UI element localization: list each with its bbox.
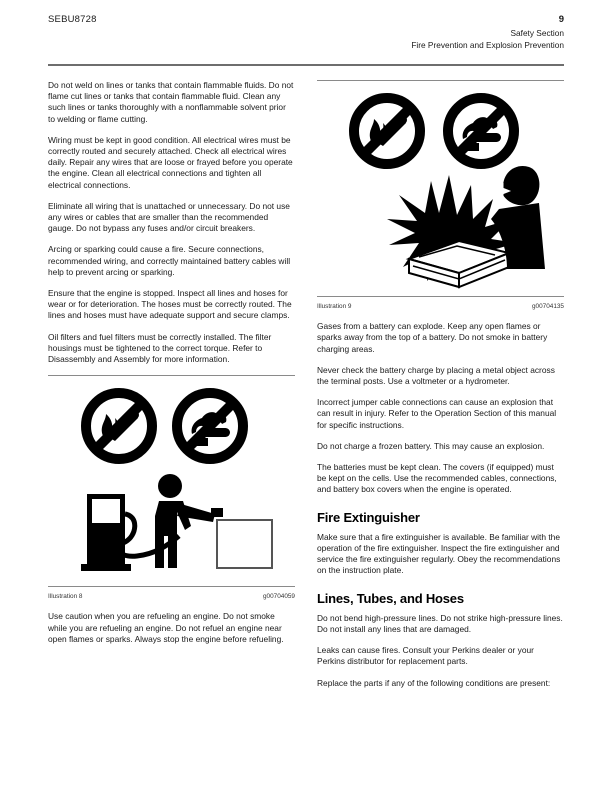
illustration-8-block [48,375,295,602]
page-header [48,14,564,51]
battery-explosion-diagram [331,91,551,296]
paragraph: Oil filters and fuel filters must be correctly installed. The filter housings must be tightened to the correct torque. Refer to Disassembly and Assembly for more information. [48,331,272,365]
figure-code: g00704135 [532,303,564,310]
paragraph: Use caution when you are refueling an engine. Do not smoke while you are refueling an engine. Do not refuel an engine near open flames or sparks. Always stop the engine before refueling. [48,611,284,644]
paragraph: Leaks can cause fires. Consult your Perkins dealer or your Perkins distributor for replacement parts. [317,645,534,667]
paragraph: Do not weld on lines or tanks that contain flammable fluids. Do not flame cut lines or tanks that contain flammable fluid. Clean any such lines or tanks thoroughly with a nonflammable solvent prior to welding or flame cutting. [48,80,294,124]
paragraph: Make sure that a fire extinguisher is available. Be familiar with the operation of the fire extinguisher. Inspect the fire extinguisher and service the fire extinguisher regularly. Obey the recommendations on the instruction plate. [317,531,561,576]
no-smoking-icon [448,98,514,164]
section-subtitle: Fire Prevention and Explosion Prevention [411,39,564,50]
header-divider [48,64,564,66]
page-number: 9 [558,14,564,25]
paragraph: Replace the parts if any of the following conditions are present: [317,677,551,688]
no-open-flame-icon [86,393,152,459]
section-heading-fire-extinguisher: Fire Extinguisher [317,509,420,525]
paragraph: Do not bend high-pressure lines. Do not strike high-pressure lines. Do not install any lines that are damaged. [317,612,563,635]
no-open-flame-icon [354,98,420,164]
fuel-nozzle-icon [211,508,223,517]
figure-top-divider [48,375,295,376]
right-column [317,80,564,699]
figure-code: g00704059 [263,593,295,601]
paragraph: Incorrect jumper cable connections can cause an explosion that can result in injury. Refer to the Operation Section of this manual for specific instructions. [317,397,557,430]
document-id: SEBU8728 [48,14,97,25]
fuel-pump-icon [81,494,131,571]
illustration-8-caption [48,587,295,602]
paragraph: Do not charge a frozen battery. This may cause an explosion. [317,440,545,451]
illustration-8-artwork [48,386,295,586]
paragraph: Wiring must be kept in good condition. All electrical wires must be correctly routed and securely attached. Check all electrical wires daily. Repair any wires that are loose or frayed before you operate the engine. Clean all electrical connections and tighten all electrical connections. [48,134,293,190]
fuel-tank-outline [217,520,272,568]
paragraph: Gases from a battery can explode. Keep any open flames or sparks away from the top of a battery. Do not smoke in battery charging areas. [317,321,548,354]
figure-label: Illustration 9 [317,303,352,310]
paragraph: Ensure that the engine is stopped. Inspect all lines and hoses for wear or for deterioration. The hoses must be correctly routed. The lines and hoses must have adequate support and secure clamps. [48,288,292,321]
refueling-safety-diagram [67,386,277,586]
paragraph: Eliminate all wiring that is unattached or unnecessary. Do not use any wires or cables that are smaller than the recommended gauge. Do not bypass any fuses and/or circuit breakers. [48,200,290,234]
paragraph: Arcing or sparking could cause a fire. Secure connections, recommended wiring, and correctly maintained battery cables will help to prevent arcing or sparking. [48,244,291,277]
figure-label: Illustration 8 [48,593,83,601]
no-smoking-icon [177,393,243,459]
figure-top-divider [317,80,564,81]
illustration-9-caption [317,297,564,312]
left-column [48,80,295,655]
paragraph: The batteries must be kept clean. The covers (if equipped) must be kept on the cells. Use the recommended cables, connections, and battery box covers when the engine is operated. [317,462,557,495]
illustration-9-artwork [317,91,564,296]
section-heading-lines-tubes-hoses: Lines, Tubes, and Hoses [317,590,464,606]
section-title: Safety Section [510,28,564,38]
illustration-9-block [317,80,564,312]
header-section-info [411,14,564,51]
person-refueling-icon [155,474,215,568]
paragraph: Never check the battery charge by placing a metal object across the terminal posts. Use a voltmeter or a hydrometer. [317,364,555,387]
